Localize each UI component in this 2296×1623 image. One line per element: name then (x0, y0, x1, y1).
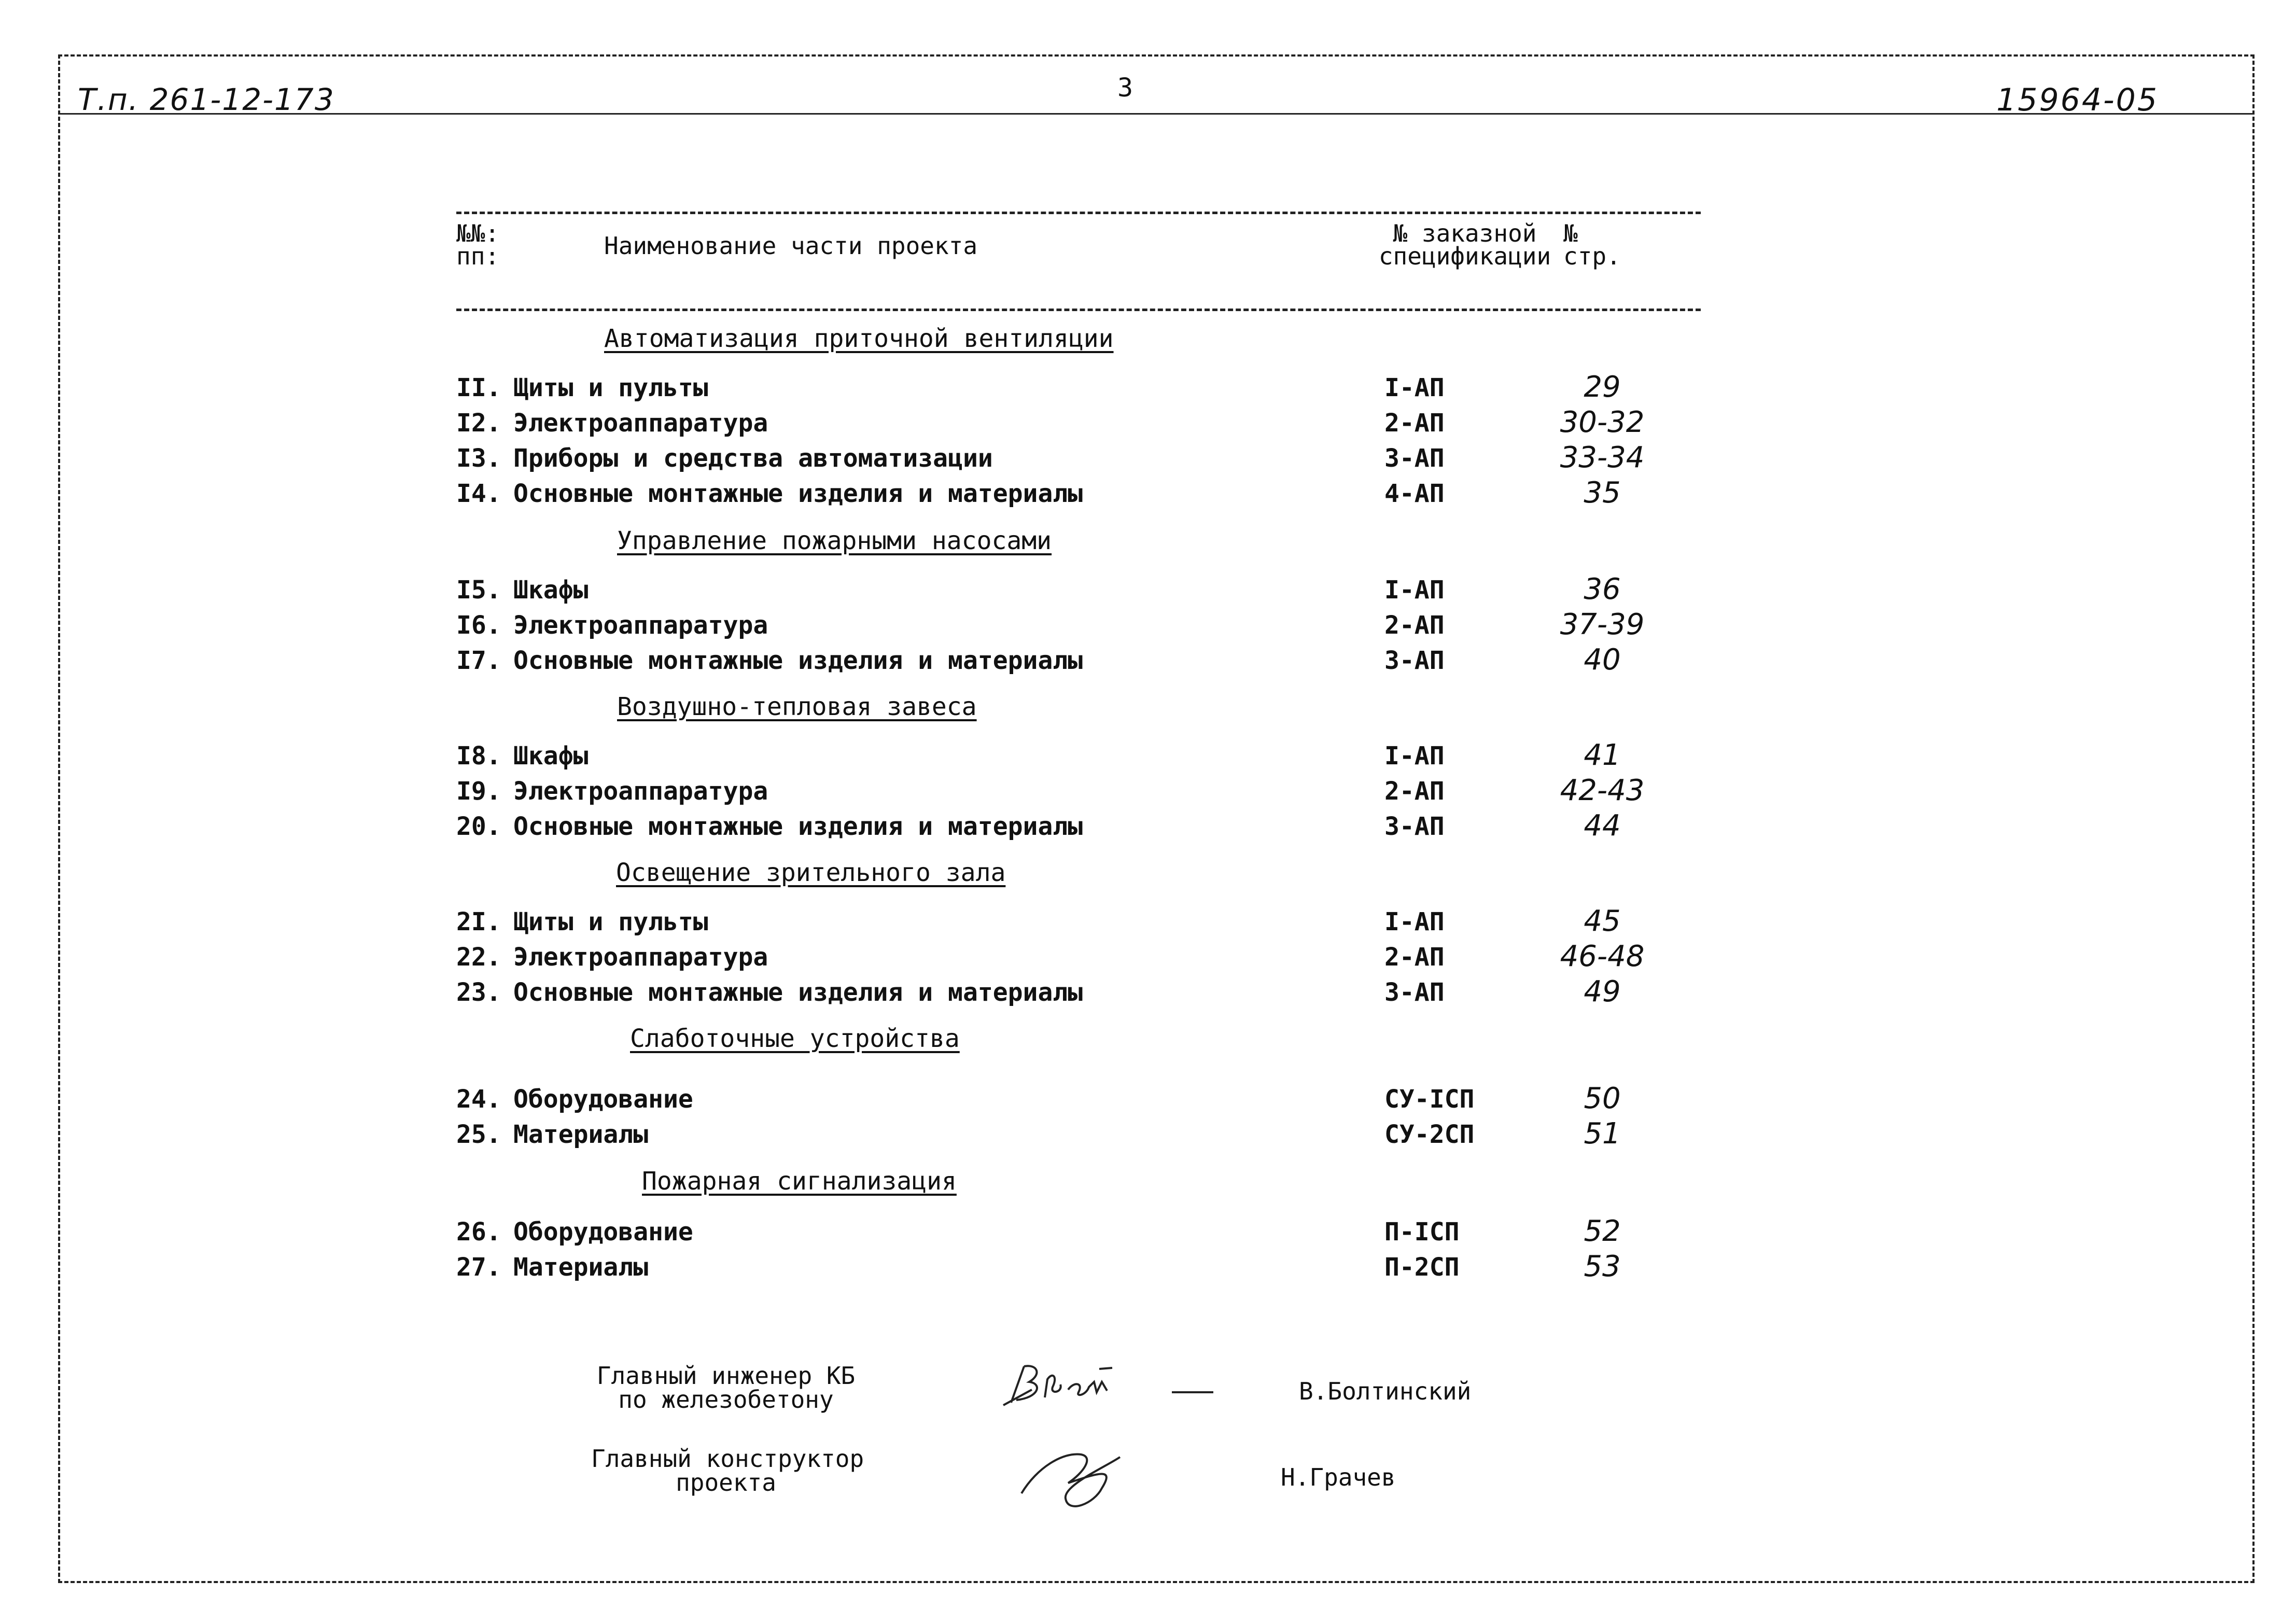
table-row (456, 940, 1701, 974)
document-code: Т.п. 261-12-173 (78, 82, 335, 117)
row-page: 52 (1584, 1214, 1621, 1248)
table-row (456, 904, 1701, 939)
row-spec: СУ-IСП (1384, 1085, 1475, 1114)
table-row (456, 975, 1701, 1009)
column-header-name: Наименование части проекта (604, 232, 978, 260)
row-spec: I-АП (1384, 907, 1445, 936)
row-number: 26. (456, 1218, 501, 1247)
table-row (456, 1117, 1701, 1151)
table-row (456, 1214, 1701, 1249)
row-number: 20. (456, 812, 501, 841)
row-number: 2I. (456, 907, 501, 936)
table-row (456, 774, 1701, 808)
row-name: Шкафы (513, 741, 589, 771)
row-name: Приборы и средства автоматизации (513, 444, 993, 473)
signer-title-line: проекта (676, 1468, 776, 1496)
table-row (456, 405, 1701, 440)
row-name: Основные монтажные изделия и материалы (513, 646, 1083, 675)
row-spec: 3-АП (1384, 812, 1445, 841)
column-header-page: № стр. (1563, 219, 1621, 270)
row-number: 24. (456, 1085, 501, 1114)
row-number: I2. (456, 409, 501, 438)
row-page: 41 (1584, 738, 1621, 772)
table-row (456, 1082, 1701, 1116)
row-name: Основные монтажные изделия и материалы (513, 978, 1083, 1007)
row-page: 30-32 (1560, 405, 1645, 439)
signer-title-line: Главный конструктор (591, 1445, 864, 1473)
row-page: 35 (1584, 476, 1621, 510)
row-name: Материалы (513, 1120, 649, 1149)
table-row (456, 476, 1701, 510)
row-page: 42-43 (1560, 774, 1645, 807)
row-name: Электроаппаратура (513, 611, 768, 640)
row-number: 23. (456, 978, 501, 1007)
table-row (456, 370, 1701, 404)
row-name: Основные монтажные изделия и материалы (513, 479, 1083, 508)
column-header-spec: № заказной спецификации (1378, 219, 1551, 270)
row-name: Щиты и пульты (513, 373, 708, 402)
row-name: Шкафы (513, 576, 589, 605)
section-title: Слаботочные устройства (630, 1024, 960, 1053)
row-page: 45 (1584, 904, 1621, 938)
row-page: 36 (1584, 572, 1621, 606)
table-row (456, 572, 1701, 607)
row-spec: 3-АП (1384, 978, 1445, 1007)
row-spec: 2-АП (1384, 777, 1445, 806)
table-row (456, 809, 1701, 843)
row-number: 22. (456, 943, 501, 972)
row-spec: I-АП (1384, 373, 1445, 402)
row-name: Электроаппаратура (513, 943, 768, 972)
signer-name: Н.Грачев (1281, 1463, 1396, 1491)
row-page: 44 (1584, 809, 1621, 843)
section-title: Управление пожарными насосами (617, 526, 1052, 555)
row-number: 25. (456, 1120, 501, 1149)
table-top-rule (456, 212, 1701, 214)
row-spec: I-АП (1384, 576, 1445, 605)
row-name: Электроаппаратура (513, 777, 768, 806)
table-row (456, 608, 1701, 642)
row-name: Щиты и пульты (513, 907, 708, 936)
row-page: 51 (1584, 1117, 1621, 1151)
row-spec: 2-АП (1384, 611, 1445, 640)
row-name: Основные монтажные изделия и материалы (513, 812, 1083, 841)
row-page: 50 (1584, 1082, 1621, 1115)
row-page: 33-34 (1560, 441, 1645, 474)
row-number: II. (456, 373, 501, 402)
table-row (456, 738, 1701, 773)
row-spec: 4-АП (1384, 479, 1445, 508)
row-spec: I-АП (1384, 741, 1445, 771)
row-number: I7. (456, 646, 501, 675)
row-number: 27. (456, 1253, 501, 1282)
table-row (456, 441, 1701, 475)
row-spec: 2-АП (1384, 409, 1445, 438)
row-name: Электроаппаратура (513, 409, 768, 438)
section-title: Освещение зрительного зала (616, 858, 1006, 887)
row-page: 49 (1584, 975, 1621, 1009)
sheet-number: 3 (1117, 73, 1133, 103)
row-page: 37-39 (1560, 608, 1645, 641)
row-name: Оборудование (513, 1085, 693, 1114)
signer-name: В.Болтинский (1299, 1377, 1472, 1405)
signer-title (591, 1362, 861, 1414)
column-header-number: №№: пп: (456, 219, 500, 270)
row-number: I3. (456, 444, 501, 473)
table-header-rule (456, 309, 1701, 311)
section-title: Пожарная сигнализация (642, 1167, 957, 1196)
row-number: I8. (456, 741, 501, 771)
row-page: 40 (1584, 643, 1621, 677)
archive-number: 15964-05 (1996, 82, 2159, 118)
row-spec: 3-АП (1384, 646, 1445, 675)
handwritten-signature (1001, 1359, 1219, 1416)
table-row (456, 643, 1701, 677)
section-title: Автоматизация приточной вентиляции (604, 324, 1114, 353)
row-page: 46-48 (1560, 940, 1645, 973)
row-number: I5. (456, 576, 501, 605)
row-number: I6. (456, 611, 501, 640)
row-name: Оборудование (513, 1218, 693, 1247)
signer-title-line: Главный инженер КБ (596, 1362, 856, 1390)
row-spec: П-IСП (1384, 1218, 1460, 1247)
row-name: Материалы (513, 1253, 649, 1282)
row-spec: П-2СП (1384, 1253, 1460, 1282)
signer-title-line: по железобетону (618, 1386, 834, 1414)
signer-title (591, 1445, 864, 1496)
row-spec: 3-АП (1384, 444, 1445, 473)
section-title: Воздушно-тепловая завеса (617, 692, 977, 721)
row-spec: СУ-2СП (1384, 1120, 1475, 1149)
row-spec: 2-АП (1384, 943, 1445, 972)
table-row (456, 1250, 1701, 1284)
row-page: 29 (1584, 370, 1621, 404)
handwritten-signature (1016, 1436, 1172, 1524)
row-number: I4. (456, 479, 501, 508)
row-number: I9. (456, 777, 501, 806)
row-page: 53 (1584, 1250, 1621, 1283)
header-rule (58, 113, 2255, 115)
